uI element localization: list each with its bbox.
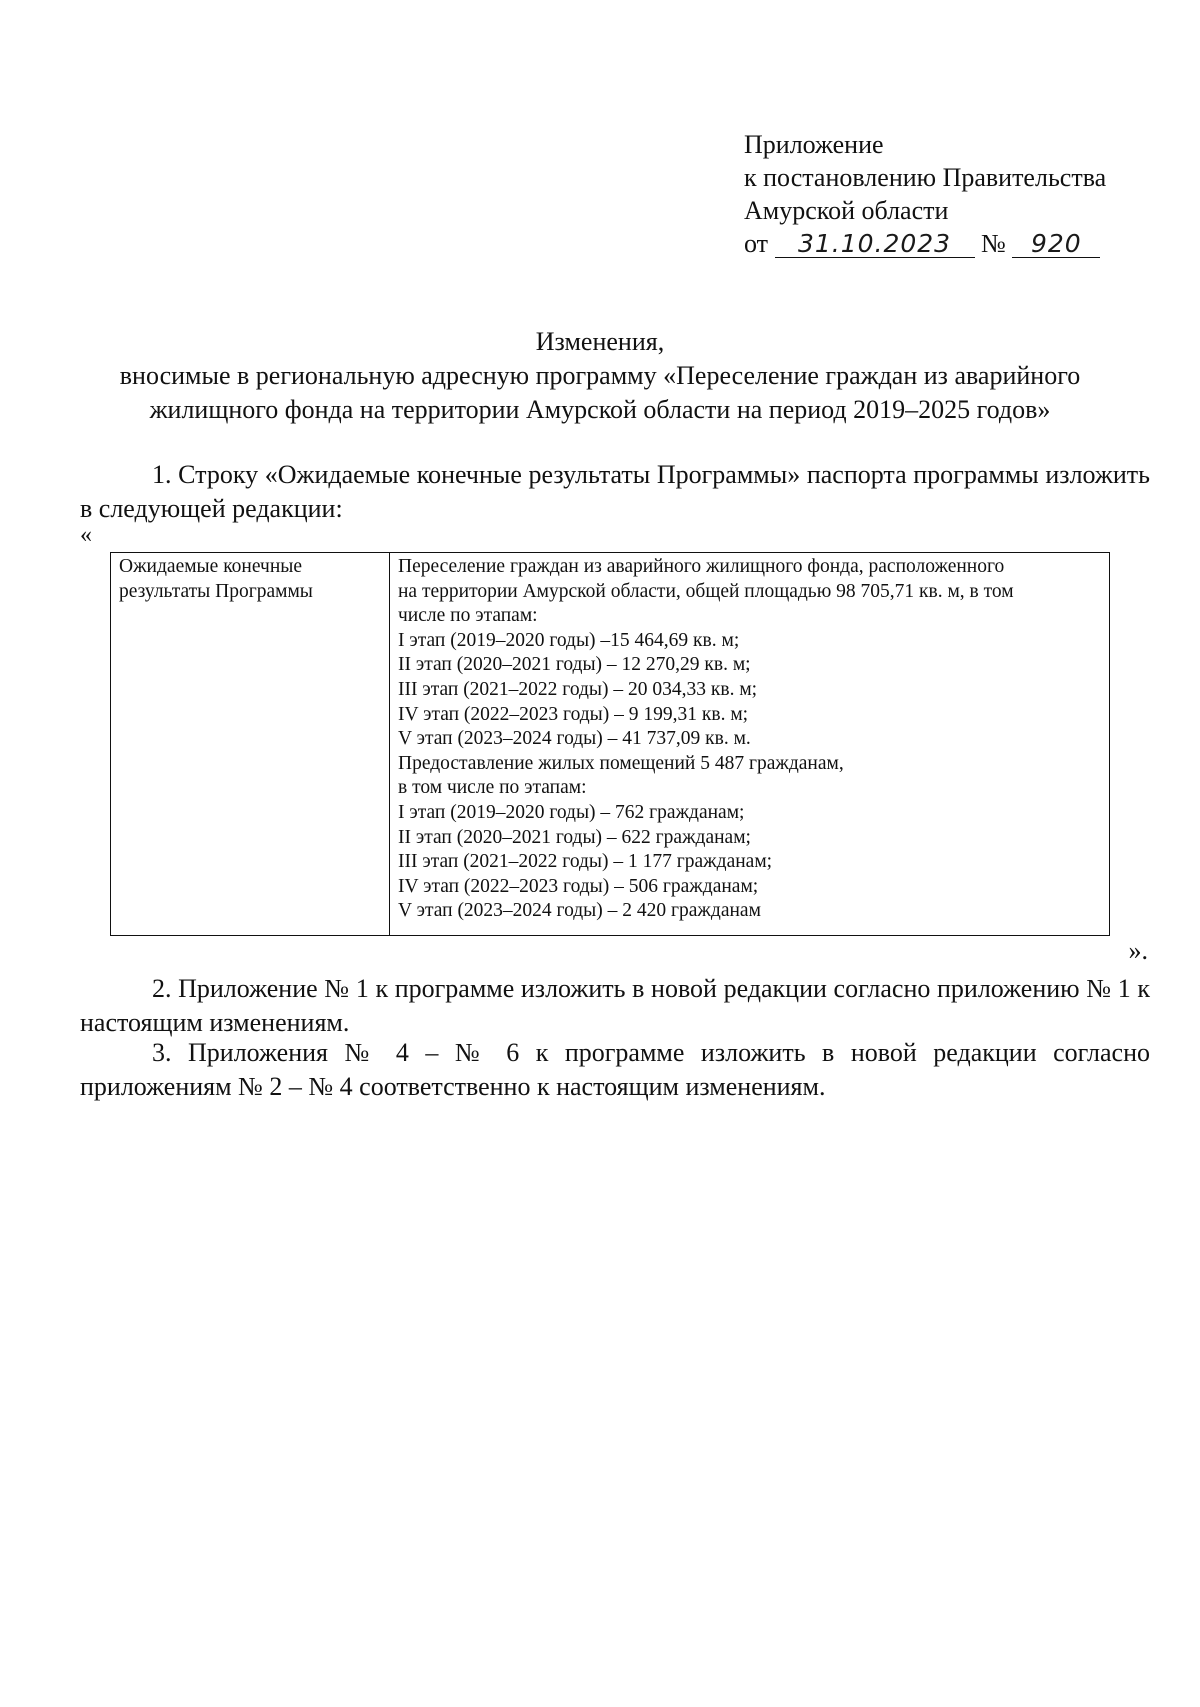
document-title	[60, 325, 1140, 427]
results-table	[110, 552, 1110, 936]
label-line: Ожидаемые конечные	[119, 556, 303, 577]
content-line: IV этап (2022–2023 годы) – 9 199,31 кв. м;	[398, 703, 749, 725]
paragraph-2	[80, 972, 1150, 1040]
title-line-2: вносимые в региональную адресную программу «Переселение граждан из аварийного	[119, 361, 1081, 390]
content-cell	[390, 553, 1110, 936]
appendix-date-line	[744, 227, 1106, 260]
paragraph-1	[80, 458, 1150, 526]
label-line: результаты Программы	[119, 580, 313, 602]
opening-quote: «	[80, 522, 92, 548]
content-line: числе по этапам:	[398, 605, 538, 627]
title-line-3: жилищного фонда на территории Амурской области на период 2019–2025 годов»	[149, 395, 1051, 424]
content-line: на территории Амурской области, общей площадью 98 705,71 кв. м, в том	[398, 580, 1014, 602]
number-sign: №	[981, 229, 1006, 258]
paragraph-3-text: 3. Приложения № 4 – № 6 к программе изложить в новой редакции согласно приложениям № 2 – № 4 соответственно к настоящим изменениям.	[80, 1038, 1150, 1101]
table-row	[111, 553, 1110, 936]
paragraph-3	[80, 1036, 1150, 1104]
content-line: V этап (2023–2024 годы) – 2 420 гражданам	[398, 900, 761, 922]
content-line: III этап (2021–2022 годы) – 20 034,33 кв. м;	[398, 678, 758, 700]
content-line: III этап (2021–2022 годы) – 1 177 гражданам;	[398, 851, 773, 873]
content-line: I этап (2019–2020 годы) –15 464,69 кв. м;	[398, 629, 740, 651]
handwritten-date: 31.10.2023	[775, 231, 975, 258]
content-line: I этап (2019–2020 годы) – 762 гражданам;	[398, 801, 745, 823]
handwritten-number: 920	[1012, 231, 1100, 258]
paragraph-2-text: 2. Приложение № 1 к программе изложить в новой редакции согласно приложению № 1 к настоящим изменениям.	[80, 974, 1150, 1037]
date-prefix: от	[744, 229, 769, 258]
content-line: V этап (2023–2024 годы) – 41 737,09 кв. м.	[398, 728, 751, 750]
appendix-line-3: Амурской области	[744, 196, 949, 225]
closing-quote: ».	[1128, 936, 1148, 965]
appendix-line-2: к постановлению Правительства	[744, 163, 1107, 192]
content-line: II этап (2020–2021 годы) – 12 270,29 кв. м;	[398, 654, 751, 676]
appendix-line-1: Приложение	[744, 130, 884, 159]
content-line: Переселение граждан из аварийного жилищного фонда, расположенного	[398, 556, 1005, 577]
content-line: Предоставление жилых помещений 5 487 гражданам,	[398, 752, 844, 774]
content-line: в том числе по этапам:	[398, 777, 587, 799]
title-line-1: Изменения,	[535, 327, 665, 356]
paragraph-1-text: 1. Строку «Ожидаемые конечные результаты Программы» паспорта программы изложить в следующей редакции:	[80, 460, 1150, 523]
content-line: II этап (2020–2021 годы) – 622 гражданам;	[398, 826, 751, 848]
label-cell	[111, 553, 390, 936]
content-line: IV этап (2022–2023 годы) – 506 гражданам;	[398, 875, 759, 897]
appendix-header	[744, 128, 1106, 260]
